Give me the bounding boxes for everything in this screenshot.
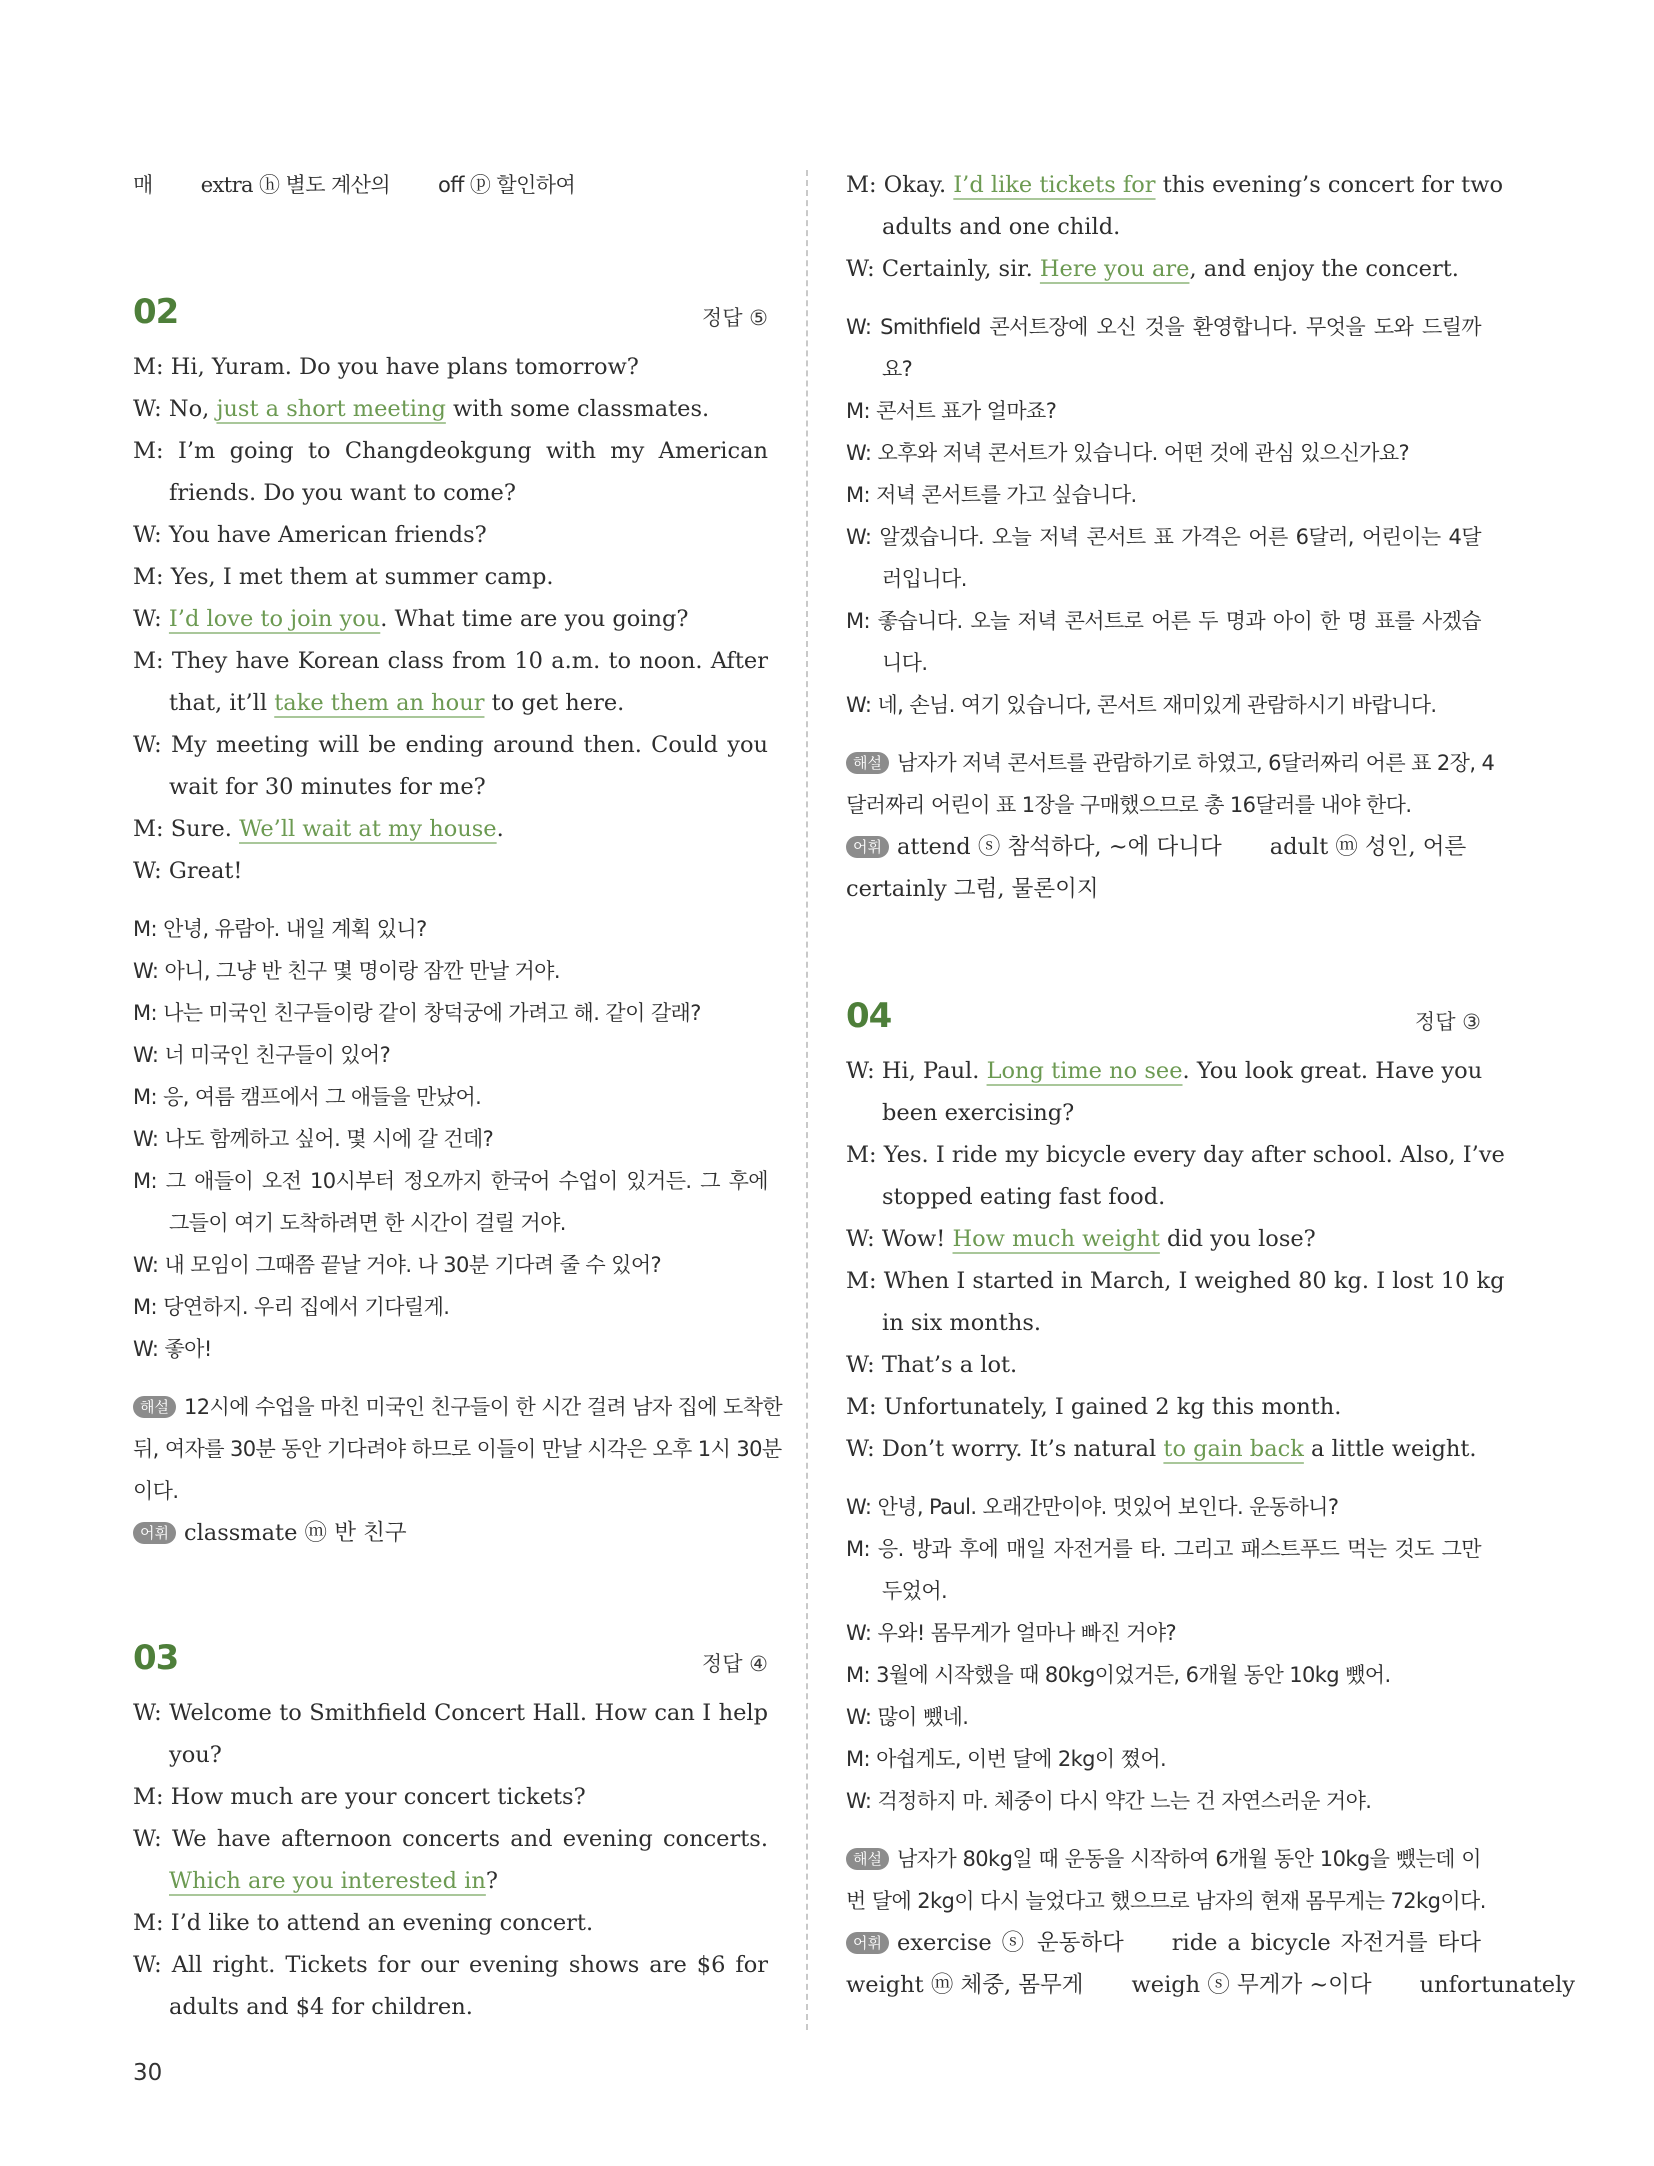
blank-answer: How much weight	[952, 1226, 1160, 1252]
explanation-line: 달러짜리 어린이 표 1장을 구매했으므로 총 16달러를 내야 한다.	[846, 793, 1412, 817]
vocab-item: attend ⓢ 참석하다, ~에 다니다	[896, 834, 1222, 860]
text: W: Hi, Paul.	[846, 1058, 987, 1084]
section-number: 03	[133, 1638, 179, 1678]
text: . What time are you going?	[380, 606, 689, 632]
text: a little weight.	[1303, 1436, 1477, 1462]
text: did you lose?	[1159, 1226, 1316, 1252]
blank-answer: Here you are	[1039, 256, 1190, 282]
vocab-tag: 어휘	[133, 1522, 176, 1544]
translation-line: M: 응, 여름 캠프에서 그 애들을 만났어.	[133, 1085, 482, 1109]
dialogue-line	[846, 1218, 1481, 1260]
dialogue-line: M: When I started in March, I weighed 80 kg. I lost 10 kg	[846, 1268, 1505, 1294]
blank-answer: I’d like tickets for	[953, 172, 1156, 198]
blank-answer: We’ll wait at my house	[239, 816, 497, 842]
text: 12시에 수업을 마친 미국인 친구들이 한 시간 걸려 남자 집에 도착한	[183, 1395, 783, 1419]
explanation-line	[846, 742, 1495, 784]
vocab-item: weight ⓜ 체중, 몸무게	[846, 1972, 1084, 1998]
top-vocab-word: extra ⓗ 별도 계산의	[200, 173, 391, 197]
column-divider	[806, 170, 808, 2030]
dialogue-line	[133, 682, 768, 724]
translation-line: M: 좋습니다. 오늘 저녁 콘서트로 어른 두 명과 아이 한 명 표를 사겠습	[846, 609, 1481, 633]
dialogue-line	[846, 1050, 1481, 1092]
translation-line: W: 나도 함께하고 싶어. 몇 시에 갈 건데?	[133, 1127, 494, 1151]
translation-line: W: 우와! 몸무게가 얼마나 빠진 거야?	[846, 1621, 1177, 1645]
dialogue-line: been exercising?	[882, 1100, 1075, 1126]
vocab-item: weigh ⓢ 무게가 ~이다	[1131, 1972, 1372, 1998]
translation-line: W: 아니, 그냥 반 친구 몇 명이랑 잠깐 만날 거야.	[133, 959, 560, 983]
page-number: 30	[133, 2060, 163, 2086]
section-number: 04	[846, 996, 892, 1036]
vocab-line	[846, 1922, 1481, 1964]
answer-label: 정답 ⑤	[701, 306, 768, 330]
dialogue-line	[846, 248, 1481, 290]
text: W: Don’t worry. It’s natural	[846, 1436, 1164, 1462]
vocab-line	[846, 1964, 1575, 2006]
translation-line: W: 좋아!	[133, 1337, 212, 1361]
explanation-line: 번 달에 2kg이 다시 늘었다고 했으므로 남자의 현재 몸무게는 72kg이다.	[846, 1889, 1486, 1913]
translation-line: W: Smithfield 콘서트장에 오신 것을 환영합니다. 무엇을 도와 드릴까	[846, 315, 1481, 339]
top-vocab-word: off ⓟ 할인하여	[438, 173, 576, 197]
dialogue-line	[133, 808, 768, 850]
text: , and enjoy the concert.	[1189, 256, 1459, 282]
dialogue-line: W: Welcome to Smithfield Concert Hall. How can I help	[133, 1700, 768, 1726]
translation-line: M: 그 애들이 오전 10시부터 정오까지 한국어 수업이 있거든. 그 후에	[133, 1169, 768, 1193]
vocab-item: ride a bicycle 자전거를 타다	[1171, 1930, 1481, 1956]
vocab-item: unfortunately	[1419, 1972, 1575, 1998]
text: M: Sure.	[133, 816, 240, 842]
explanation-line: 이다.	[133, 1479, 179, 1503]
dialogue-line	[133, 1860, 768, 1902]
text: W: Certainly, sir.	[846, 256, 1040, 282]
dialogue-line: M: I’d like to attend an evening concert.	[133, 1910, 594, 1936]
dialogue-line	[846, 164, 1504, 206]
explanation-line: 뒤, 여자를 30분 동안 기다려야 하므로 이들이 만날 시각은 오후 1시 30분	[133, 1437, 782, 1461]
translation-line: W: 오후와 저녁 콘서트가 있습니다. 어떤 것에 관심 있으신가요?	[846, 441, 1410, 465]
blank-answer: just a short meeting	[216, 396, 446, 422]
translation-line: W: 걱정하지 마. 체중이 다시 약간 느는 건 자연스러운 거야.	[846, 1789, 1372, 1813]
translation-line: M: 나는 미국인 친구들이랑 같이 창덕궁에 가려고 해. 같이 갈래?	[133, 1001, 701, 1025]
translation-line: W: 내 모임이 그때쯤 끝날 거야. 나 30분 기다려 줄 수 있어?	[133, 1253, 662, 1277]
dialogue-line: adults and one child.	[882, 214, 1121, 240]
translation-line: W: 많이 뺐네.	[846, 1705, 969, 1729]
dialogue-line: M: How much are your concert tickets?	[133, 1784, 586, 1810]
translation-line: M: 저녁 콘서트를 가고 싶습니다.	[846, 483, 1137, 507]
text: this evening’s concert for two	[1155, 172, 1504, 198]
text: with some classmates.	[445, 396, 710, 422]
translation-line: M: 응. 방과 후에 매일 자전거를 타. 그리고 패스트푸드 먹는 것도 그만	[846, 1537, 1481, 1561]
dialogue-line: M: Yes, I met them at summer camp.	[133, 564, 554, 590]
text: that, it’ll	[169, 690, 275, 716]
text: to get here.	[484, 690, 625, 716]
explanation-tag: 해설	[846, 1848, 889, 1870]
dialogue-line: W: My meeting will be ending around then. Could you	[133, 732, 768, 758]
blank-answer: take them an hour	[274, 690, 485, 716]
translation-line: M: 아쉽게도, 이번 달에 2kg이 쪘어.	[846, 1747, 1167, 1771]
blank-answer: Which are you interested in	[169, 1868, 486, 1894]
dialogue-line: W: You have American friends?	[133, 522, 487, 548]
dialogue-line: friends. Do you want to come?	[169, 480, 516, 506]
dialogue-line: stopped eating fast food.	[882, 1184, 1166, 1210]
dialogue-line: M: Yes. I ride my bicycle every day after school. Also, I’ve	[846, 1142, 1505, 1168]
dialogue-line: W: We have afternoon concerts and evening concerts.	[133, 1826, 768, 1852]
text: 남자가 저녁 콘서트를 관람하기로 하였고, 6달러짜리 어른 표 2장, 4	[896, 751, 1495, 775]
answer-label: 정답 ③	[1414, 1010, 1481, 1034]
translation-line: W: 네, 손님. 여기 있습니다, 콘서트 재미있게 관람하시기 바랍니다.	[846, 693, 1437, 717]
translation-line: M: 3월에 시작했을 때 80kg이었거든, 6개월 동안 10kg 뺐어.	[846, 1663, 1391, 1687]
text: W: No,	[133, 396, 217, 422]
translation-line: W: 안녕, Paul. 오래간만이야. 멋있어 보인다. 운동하니?	[846, 1495, 1339, 1519]
vocab-line: certainly 그럼, 물론이지	[846, 876, 1099, 902]
dialogue-line: M: Unfortunately, I gained 2 kg this month.	[846, 1394, 1342, 1420]
vocab-item: adult ⓜ 성인, 어른	[1269, 834, 1467, 860]
text: M: Okay.	[846, 172, 954, 198]
dialogue-line	[133, 598, 768, 640]
explanation-tag: 해설	[133, 1396, 176, 1418]
section-number: 02	[133, 292, 179, 332]
dialogue-line	[846, 1428, 1481, 1470]
dialogue-line: in six months.	[882, 1310, 1042, 1336]
translation-line: M: 콘서트 표가 얼마죠?	[846, 399, 1057, 423]
vocab-tag: 어휘	[846, 836, 889, 858]
answer-label: 정답 ④	[701, 1652, 768, 1676]
blank-answer: I’d love to join you	[168, 606, 381, 632]
blank-answer: Long time no see	[986, 1058, 1183, 1084]
top-vocab-word: 매	[133, 173, 153, 197]
text: ?	[485, 1868, 498, 1894]
explanation-line	[133, 1386, 783, 1428]
dialogue-line	[133, 388, 768, 430]
vocab-line	[846, 826, 1481, 868]
translation-line: 그들이 여기 도착하려면 한 시간이 걸릴 거야.	[169, 1211, 566, 1235]
dialogue-line: you?	[169, 1742, 222, 1768]
text: W: Wow!	[846, 1226, 953, 1252]
dialogue-line: M: I’m going to Changdeokgung with my American	[133, 438, 768, 464]
blank-answer: to gain back	[1163, 1436, 1304, 1462]
dialogue-line: W: That’s a lot.	[846, 1352, 1018, 1378]
dialogue-line: M: They have Korean class from 10 a.m. to noon. After	[133, 648, 768, 674]
dialogue-line: wait for 30 minutes for me?	[169, 774, 486, 800]
top-vocab-line	[133, 164, 768, 206]
vocab-line	[133, 1512, 768, 1554]
translation-line: 요?	[882, 357, 913, 381]
translation-line: 니다.	[882, 651, 928, 675]
vocab-tag: 어휘	[846, 1932, 889, 1954]
explanation-line	[846, 1838, 1481, 1880]
text: 남자가 80kg일 때 운동을 시작하여 6개월 동안 10kg을 뺐는데 이	[896, 1847, 1481, 1871]
dialogue-line: adults and $4 for children.	[169, 1994, 473, 2020]
dialogue-line: W: Great!	[133, 858, 243, 884]
vocab-item: exercise ⓢ 운동하다	[896, 1930, 1124, 1956]
explanation-tag: 해설	[846, 752, 889, 774]
translation-line: W: 너 미국인 친구들이 있어?	[133, 1043, 391, 1067]
translation-line: M: 안녕, 유람아. 내일 계획 있니?	[133, 917, 427, 941]
translation-line: 두었어.	[882, 1579, 948, 1603]
translation-line: W: 알겠습니다. 오늘 저녁 콘서트 표 가격은 어른 6달러, 어린이는 4달	[846, 525, 1481, 549]
text: . You look great. Have you	[1182, 1058, 1483, 1084]
dialogue-line: M: Hi, Yuram. Do you have plans tomorrow?	[133, 354, 639, 380]
translation-line: M: 당연하지. 우리 집에서 기다릴게.	[133, 1295, 450, 1319]
dialogue-line: W: All right. Tickets for our evening shows are $6 for	[133, 1952, 768, 1978]
translation-line: 러입니다.	[882, 567, 967, 591]
text: classmate ⓜ 반 친구	[183, 1520, 407, 1546]
text: .	[496, 816, 504, 842]
text: W:	[133, 606, 169, 632]
